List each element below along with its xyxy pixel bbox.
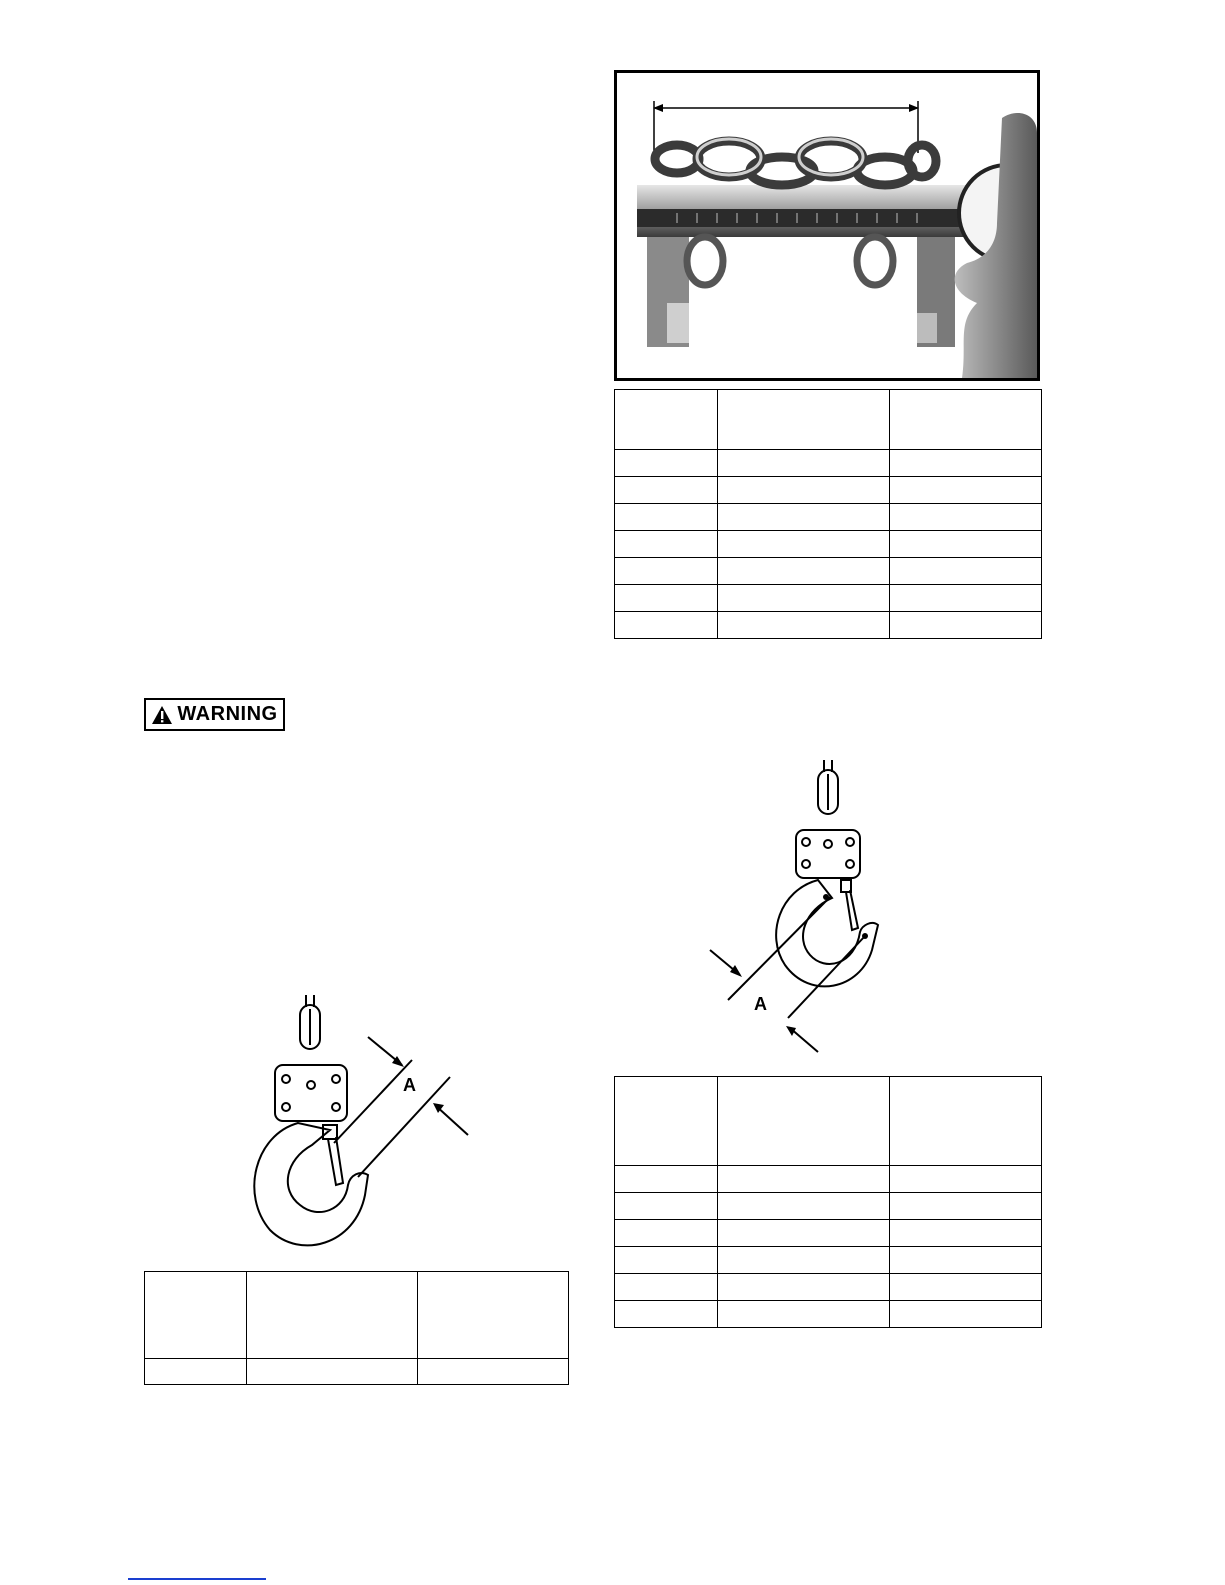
hook-table-left	[144, 1271, 569, 1385]
table-row	[615, 477, 1042, 504]
hook-table-right	[614, 1076, 1042, 1328]
table-row	[615, 612, 1042, 639]
chain-caliper-photo	[614, 70, 1040, 381]
table-row	[615, 1247, 1042, 1274]
table-header-row	[615, 390, 1042, 450]
table-header-row	[615, 1077, 1042, 1166]
table-row	[615, 1166, 1042, 1193]
table-row	[615, 1301, 1042, 1328]
table-row	[615, 1193, 1042, 1220]
chain-size-table	[614, 389, 1042, 639]
table-row	[615, 531, 1042, 558]
hook-diagram-left	[240, 995, 480, 1255]
dimension-a-label: A	[754, 994, 767, 1014]
dimension-a-label: A	[403, 1075, 416, 1095]
table-row	[615, 558, 1042, 585]
footer-link-underline[interactable]	[128, 1578, 266, 1580]
table-row	[615, 1220, 1042, 1247]
table-row	[615, 585, 1042, 612]
warning-triangle-icon	[151, 705, 173, 725]
warning-badge	[144, 698, 285, 731]
table-row	[615, 450, 1042, 477]
table-row	[615, 1274, 1042, 1301]
table-header-row	[145, 1272, 569, 1359]
hook-diagram-right	[700, 760, 900, 1060]
warning-label: WARNING	[177, 703, 278, 725]
table-row	[145, 1359, 569, 1385]
table-row	[615, 504, 1042, 531]
